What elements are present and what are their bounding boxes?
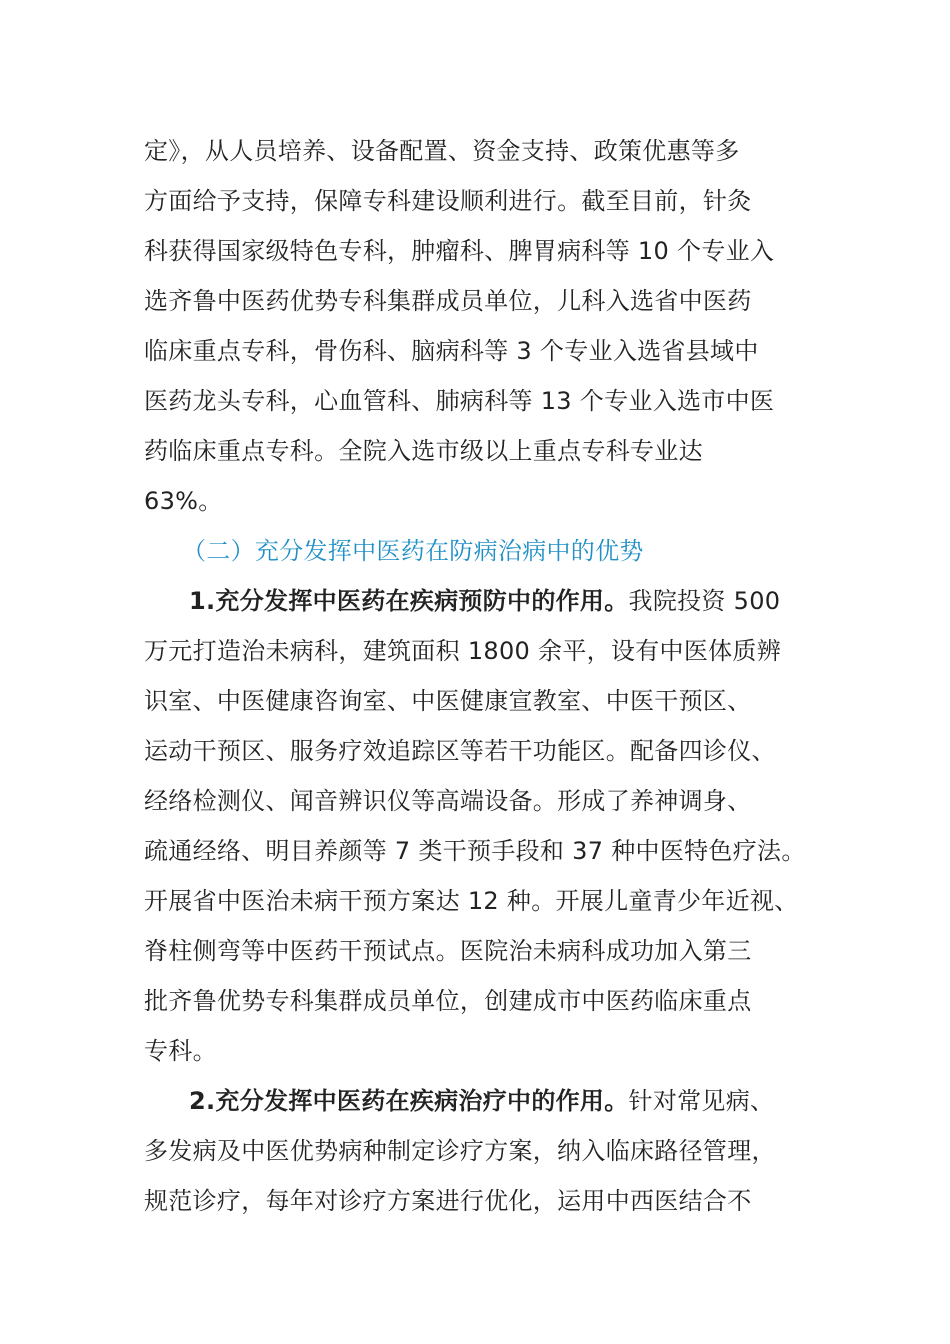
text-line: 63%。 bbox=[144, 487, 223, 515]
section-heading: （二）充分发挥中医药在防病治病中的优势 bbox=[182, 537, 644, 565]
item2-title: 2.充分发挥中医药在疾病治疗中的作用。 bbox=[189, 1087, 629, 1115]
text-line: 医药龙头专科，心血管科、肺病科等 13 个专业入选市中医 bbox=[144, 387, 775, 415]
text-line: 临床重点专科，骨伤科、脑病科等 3 个专业入选省县域中 bbox=[144, 337, 759, 365]
item1-first-line bbox=[189, 586, 780, 616]
text-line: 识室、中医健康咨询室、中医健康宣教室、中医干预区、 bbox=[144, 687, 752, 715]
item1-title: 1.充分发挥中医药在疾病预防中的作用。 bbox=[189, 587, 629, 615]
text-line: 专科。 bbox=[144, 1037, 217, 1065]
text-line: 经络检测仪、闻音辨识仪等高端设备。形成了养神调身、 bbox=[144, 787, 752, 815]
text-line: 疏通经络、明目养颜等 7 类干预手段和 37 种中医特色疗法。 bbox=[144, 837, 806, 865]
text-line: 定》，从人员培养、设备配置、资金支持、政策优惠等多 bbox=[144, 137, 740, 165]
text-line: 运动干预区、服务疗效追踪区等若干功能区。配备四诊仪、 bbox=[144, 737, 776, 765]
item2-first-line-text: 针对常见病、 bbox=[628, 1087, 775, 1115]
text-line: 万元打造治未病科，建筑面积 1800 余平，设有中医体质辨 bbox=[144, 637, 782, 665]
item1-first-line-text: 我院投资 500 bbox=[628, 587, 781, 615]
text-line: 药临床重点专科。全院入选市级以上重点专科专业达 bbox=[144, 437, 703, 465]
text-line: 规范诊疗，每年对诊疗方案进行优化，运用中西医结合不 bbox=[144, 1187, 752, 1215]
text-line: 方面给予支持，保障专科建设顺利进行。截至目前，针灸 bbox=[144, 187, 752, 215]
text-line: 多发病及中医优势病种制定诊疗方案，纳入临床路径管理， bbox=[144, 1137, 776, 1165]
text-line: 批齐鲁优势专科集群成员单位，创建成市中医药临床重点 bbox=[144, 987, 752, 1015]
text-line: 科获得国家级特色专科，肿瘤科、脾胃病科等 10 个专业入 bbox=[144, 237, 775, 265]
text-line: 脊柱侧弯等中医药干预试点。医院治未病科成功加入第三 bbox=[144, 937, 752, 965]
text-line: 开展省中医治未病干预方案达 12 种。开展儿童青少年近视、 bbox=[144, 887, 799, 915]
text-line: 选齐鲁中医药优势专科集群成员单位，儿科入选省中医药 bbox=[144, 287, 752, 315]
item2-first-line bbox=[189, 1086, 774, 1116]
